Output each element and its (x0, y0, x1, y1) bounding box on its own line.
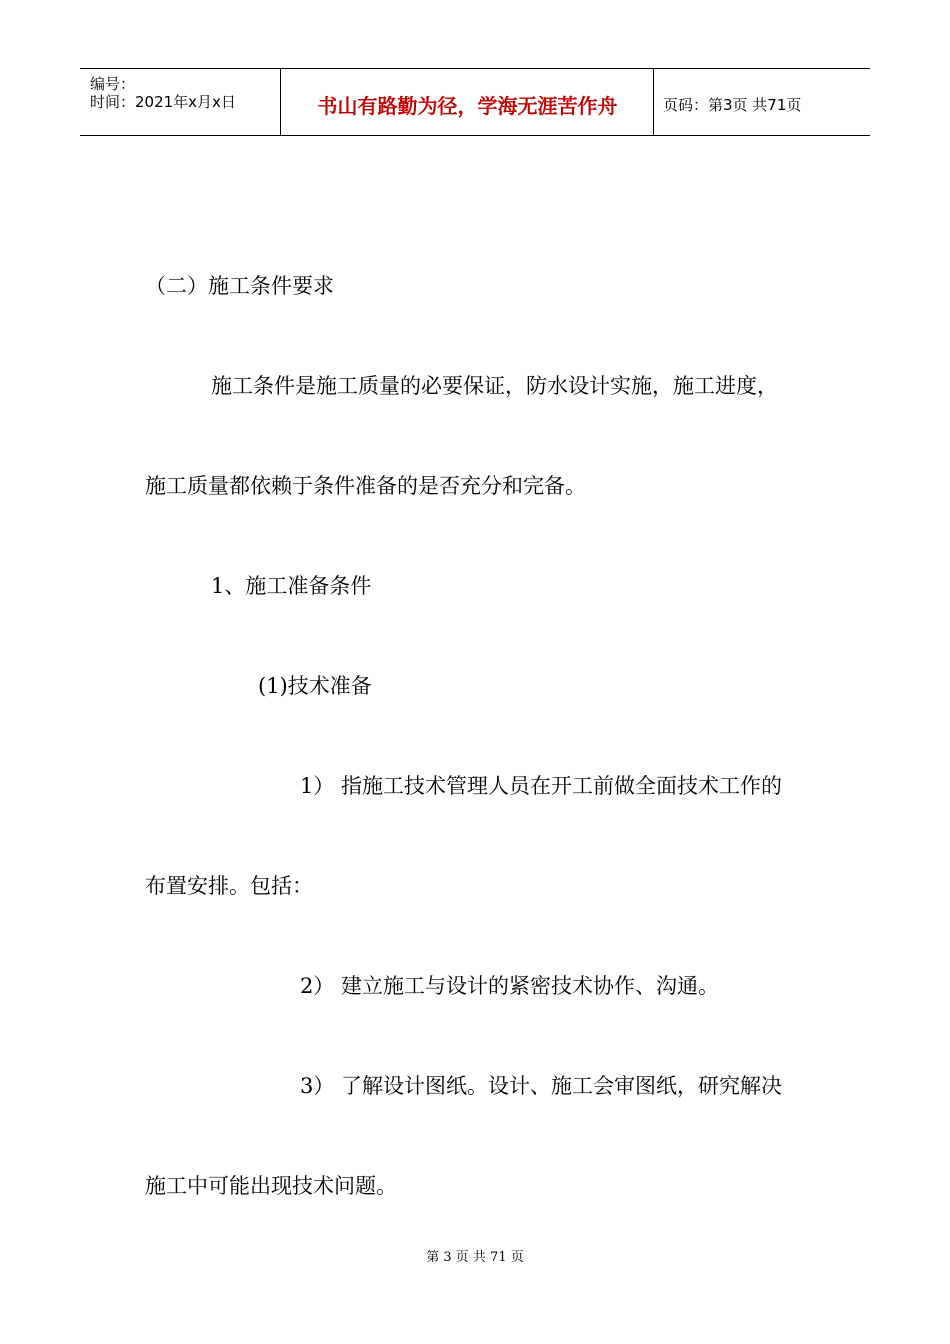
section-heading: （二）施工条件要求 (145, 274, 334, 298)
paragraph: 施工中可能出现技术问题。 (145, 1174, 397, 1198)
paragraph: 施工条件是施工质量的必要保证，防水设计实施，施工进度， (211, 374, 778, 398)
header-page-cell (654, 69, 870, 135)
paragraph: 布置安排。包括： (145, 874, 313, 898)
header-page-info: 页码：第3页 共71页 (663, 96, 802, 114)
document-number-label: 编号： (90, 75, 136, 93)
header-motto: 书山有路勤为径，学海无涯苦作舟 (317, 94, 618, 118)
page-footer: 第 3 页 共 71 页 (426, 1250, 524, 1265)
header-motto-cell (281, 69, 654, 135)
paragraph: 施工质量都依赖于条件准备的是否充分和完备。 (145, 474, 586, 498)
page-header (80, 68, 870, 136)
subheading: (1)技术准备 (258, 674, 372, 698)
header-meta-cell (80, 69, 281, 135)
subheading: 1、施工准备条件 (211, 574, 372, 598)
list-item: 1） 指施工技术管理人员在开工前做全面技术工作的 (300, 774, 783, 798)
list-item: 2） 建立施工与设计的紧密技术协作、沟通。 (300, 974, 720, 998)
list-item: 3） 了解设计图纸。设计、施工会审图纸，研究解决 (300, 1074, 783, 1098)
document-date-label: 时间：2021年x月x日 (90, 93, 236, 111)
